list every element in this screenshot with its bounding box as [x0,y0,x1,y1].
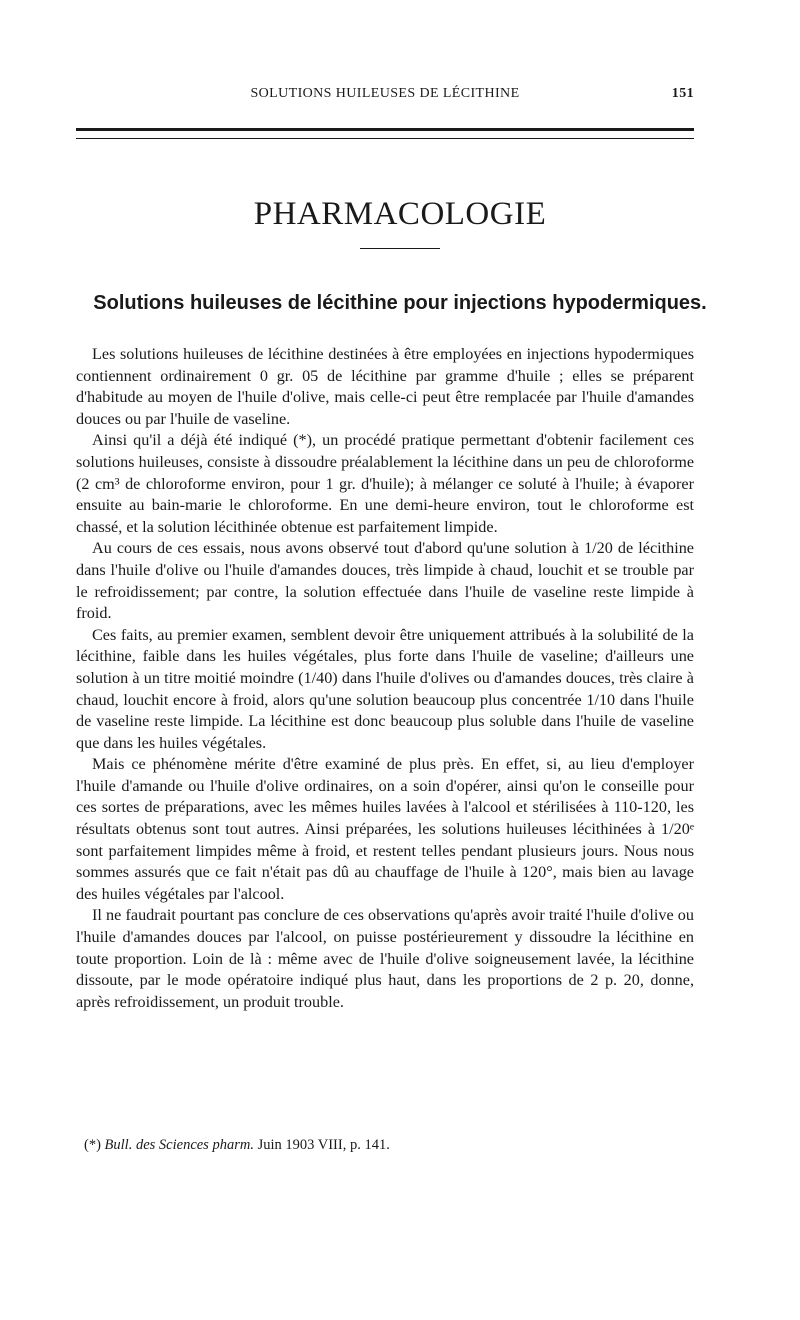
section-title: PHARMACOLOGIE [253,196,547,232]
running-title: SOLUTIONS HUILEUSES DE LÉCITHINE [250,86,520,101]
article-title: Solutions huileuses de lécithine pour injections hypodermiques. [93,292,707,314]
running-head [76,86,694,106]
paragraph: Ces faits, au premier examen, semblent devoir être uniquement attribués à la solubilité de la lécithine, faible dans les huiles végétales, plus forte dans l'huile de vaseline; d'ailleurs une solution à un titre moitié moindre (1/40) dans l'huile d'olives ou d'amandes douces, très claire à chaud, louchit encore à froid, alors qu'une solution beaucoup plus concentrée 1/10 dans l'huile de vaseline reste limpide. La lécithine est donc beaucoup plus soluble dans l'huile de vaseline que dans les huiles végétales. [76,625,694,752]
footnote-marker: (*) [84,1137,105,1153]
article-body [76,344,694,1013]
paragraph: Mais ce phénomène mérite d'être examiné de plus près. En effet, si, au lieu d'employer l'huile d'amande ou l'huile d'olive ordinaires, on a soin d'opérer, ainsi qu'on le conseille pour ces sortes de préparations, avec les mêmes huiles lavées à l'alcool et stérilisées à 110-120, les résultats obtenus sont tout autres. Ainsi préparées, les solutions huileuses lécithinées à 1/20ᵉ sont parfaitement limpides même à froid, et restent telles pendant plusieurs jours. Nous nous sommes assurés que ce fait n'était pas dû au chauffage de l'huile à 120°, mais bien au lavage des huiles végétales par l'alcool. [76,755,694,903]
footnote-details: Juin 1903 VIII, p. 141. [253,1137,390,1153]
paragraph: Au cours de ces essais, nous avons observé tout d'abord qu'une solution à 1/20 de lécithine dans l'huile d'olive ou l'huile d'amandes douces, très limpide à chaud, louchit et se trouble par le refroidissement; par contre, la solution effectuée dans l'huile de vaseline reste limpide à froid. [76,539,694,623]
footnote [84,1137,694,1154]
section-divider [360,248,440,249]
header-rule-thick [76,128,694,131]
header-rule-thin [76,138,694,139]
footnote-source: Bull. des Sciences pharm. [104,1137,254,1153]
paragraph: Il ne faudrait pourtant pas conclure de ces observations qu'après avoir traité l'huile d'olive ou l'huile d'amandes douces par l'alcool, on puisse postérieurement y dissoudre la lécithine en toute proportion. Loin de là : même avec de l'huile d'olive soigneusement lavée, la lécithine dissoute, par le mode opératoire indiqué plus haut, dans les proportions de 2 p. 20, donne, après refroidissement, un produit trouble. [76,906,694,1011]
page-number: 151 [671,86,694,101]
paragraph: Les solutions huileuses de lécithine destinées à être employées en injections hypodermiques contiennent ordinairement 0 gr. 05 de lécithine par gramme d'huile ; elles se préparent d'habitude au moyen de l'huile d'olive, mais celle-ci peut être remplacée par l'huile d'amandes douces ou par l'huile de vaseline. [76,345,694,428]
paragraph: Ainsi qu'il a déjà été indiqué (*), un procédé pratique permettant d'obtenir facilement ces solutions huileuses, consiste à dissoudre préalablement la lécithine dans un peu de chloroforme (2 cm³ de chloroforme environ, pour 1 gr. d'huile); à mélanger ce soluté à l'huile; à évaporer ensuite au bain-marie le chloroforme. En une demi-heure environ, tout le chloroforme est chassé, et la solution lécithinée obtenue est parfaitement limpide. [76,431,694,536]
